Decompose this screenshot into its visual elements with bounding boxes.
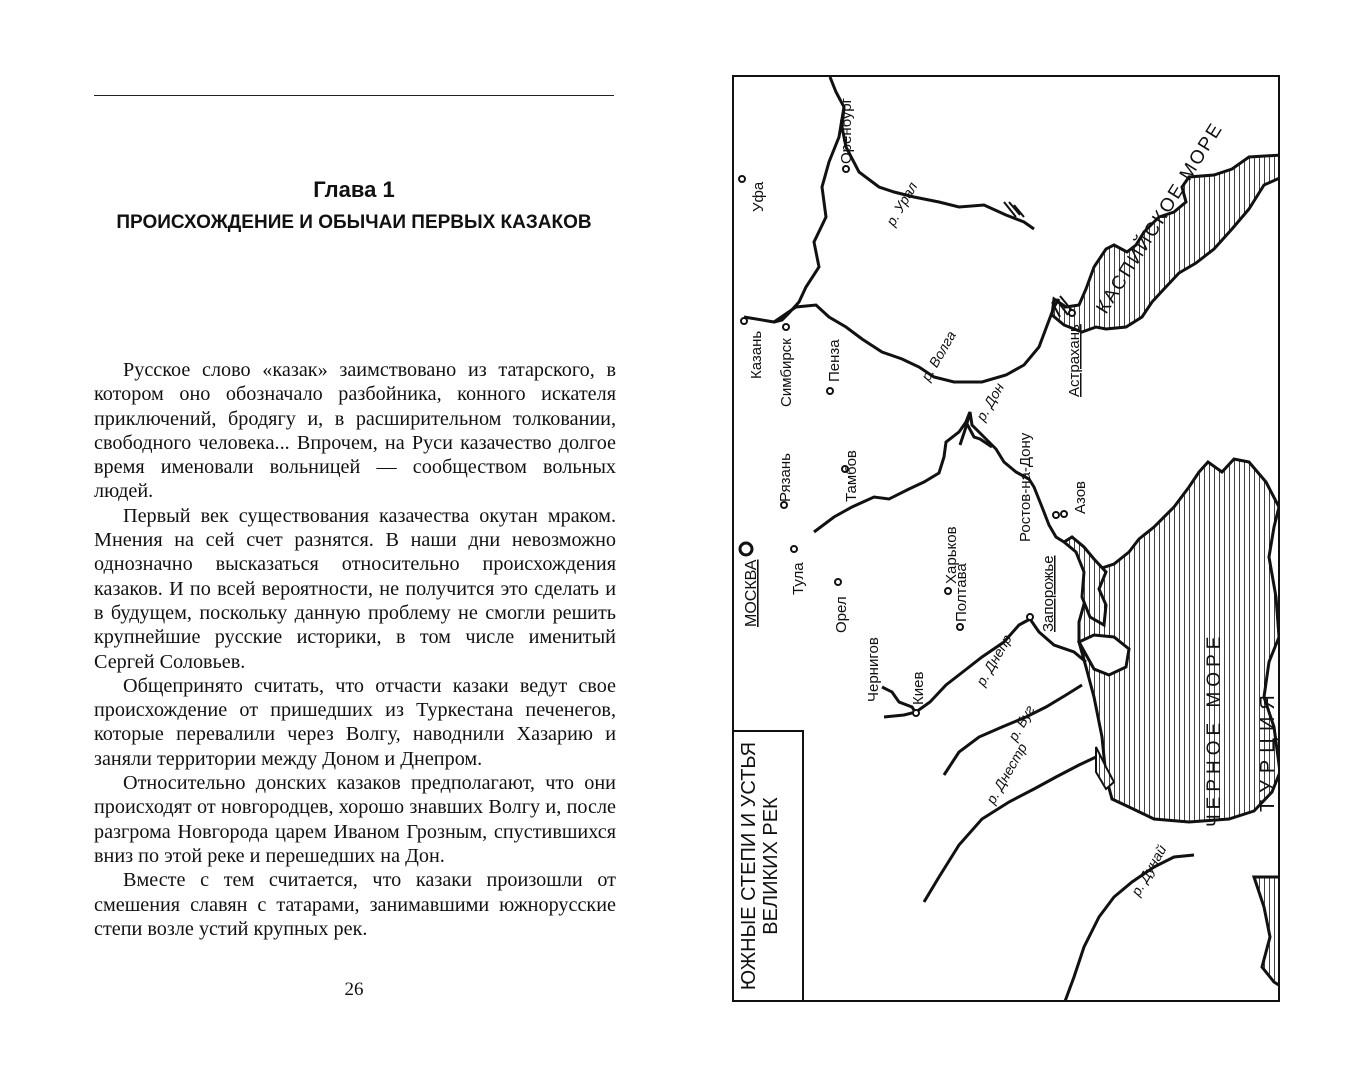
- chapter-number: Глава 1: [313, 177, 395, 202]
- label-river-don: р. Дон: [972, 380, 1008, 424]
- paragraph: Первый век существования казачества окутан мраком. Мнения на сей счет разнятся. В наши дни невозможно однозначно высказаться относительно происхождения казаков. И по всей вероятности, не получится это сделать и в будущем, поскольку данную проблему не смогли решить крупнейшие русские историки, в том числе именитый Сергей Соловьев.: [94, 504, 616, 673]
- label-black-sea: ЧЕРНОЕ МОРЕ: [1204, 631, 1225, 827]
- dot-kazan: [741, 318, 747, 324]
- left-page: [0, 0, 680, 1080]
- dot-astrakhan: [1069, 310, 1075, 316]
- map-legend-text: ЮЖНЫЕ СТЕПИ И УСТЬЯ ВЕЛИКИХ РЕК: [738, 741, 782, 991]
- dot-kharkov: [945, 588, 951, 594]
- label-river-dnepr: р. Днепр: [972, 631, 1015, 689]
- dot-poltava: [957, 624, 963, 630]
- label-river-ural: р. Урал: [882, 179, 921, 229]
- paragraph: Относительно донских казаков предполагают, что они происходят от новгородцев, хорошо знавших Волгу и, после разгрома Новгорода царем Иваном Грозным, спустившихся вниз по этой реке и перешедших на Дон.: [94, 772, 616, 867]
- label-moscow: МОСКВА: [743, 559, 760, 627]
- label-astrakhan: Астрахань: [1066, 324, 1083, 397]
- label-tula: Тула: [790, 562, 807, 595]
- label-kazan: Казань: [748, 330, 765, 379]
- dot-orenburg: [843, 166, 849, 172]
- paragraph: Русское слово «казак» заимствовано из татарского, в котором оно обозначало разбойника, конного искателя приключений, бродягу и, в расширительном толковании, свободного человека... Впрочем, на Руси казачество долгое время именовали вольницей — сообществом вольных людей.: [94, 359, 616, 503]
- label-ryazan: Рязань: [777, 453, 794, 502]
- historical-map: [734, 77, 1280, 1002]
- caspian-sea-shape: [1052, 155, 1280, 332]
- dot-zaporozhye: [1027, 614, 1033, 620]
- label-zaporozhye: Запорожье: [1040, 555, 1057, 632]
- river-ural-line: [830, 77, 1034, 229]
- label-orel: Орел: [833, 596, 850, 633]
- label-kiev: Киев: [910, 671, 927, 705]
- river-dunai-line: [1064, 855, 1194, 1002]
- label-azov: Азов: [1072, 480, 1089, 514]
- paragraph: Общепринято считать, что отчасти казаки ведут свое происхождение от пришедших из Туркестана печенегов, которые перевалили через Волгу, наводнили Хазарию и заняли территории между Доном и Днепром.: [94, 674, 616, 770]
- dot-orel: [835, 579, 841, 585]
- dot-kiev: [913, 710, 919, 716]
- label-ufa: Уфа: [750, 181, 767, 212]
- dot-penza: [827, 388, 833, 394]
- paragraph: Вместе с тем считается, что казаки произошли от смешения славян с татарами, занимавшими южнорусские степи возле устий крупных рек.: [94, 869, 616, 940]
- chapter-body: [94, 358, 616, 941]
- map-frame: [732, 75, 1280, 1002]
- dot-azov: [1061, 511, 1067, 517]
- label-simbirsk: Симбирск: [778, 338, 795, 407]
- label-poltava: Полтава: [953, 563, 970, 622]
- label-rostov: [1017, 432, 1034, 542]
- label-penza: Пенза: [826, 339, 843, 382]
- header-rule: [94, 95, 614, 96]
- dot-moscow: [740, 543, 752, 555]
- label-river-dunai: р. Дунай: [1127, 842, 1170, 899]
- label-river-bug: р. Буг: [1004, 702, 1038, 744]
- label-orenburg: Оренбург: [838, 97, 855, 164]
- chapter-title: ПРОИСХОЖДЕНИЕ И ОБЫЧАИ ПЕРВЫХ КАЗАКОВ: [116, 212, 592, 233]
- dot-ufa: [739, 176, 745, 182]
- label-tambov: Тамбов: [843, 450, 860, 502]
- label-turkey: ТУРЦИЯ: [1257, 688, 1279, 812]
- map-legend: [734, 730, 804, 1000]
- page-number: 26: [344, 979, 364, 1000]
- label-chernigov: Чернигов: [865, 637, 882, 702]
- dot-simbirsk: [783, 324, 789, 330]
- label-river-dnestr: р. Днестр: [982, 740, 1031, 807]
- dot-tula: [791, 546, 797, 552]
- balkan-coast: [1254, 877, 1280, 987]
- label-rostov-text: Ростов-на-Дону: [1017, 432, 1034, 542]
- label-kharkov: Харьков: [943, 526, 960, 584]
- label-caspian-sea: КАСПИЙСКОЕ МОРЕ: [1092, 118, 1228, 318]
- river-ural-upper: [774, 107, 844, 322]
- label-river-volga: р. Волга: [917, 328, 960, 384]
- dot-rostov: [1053, 512, 1059, 518]
